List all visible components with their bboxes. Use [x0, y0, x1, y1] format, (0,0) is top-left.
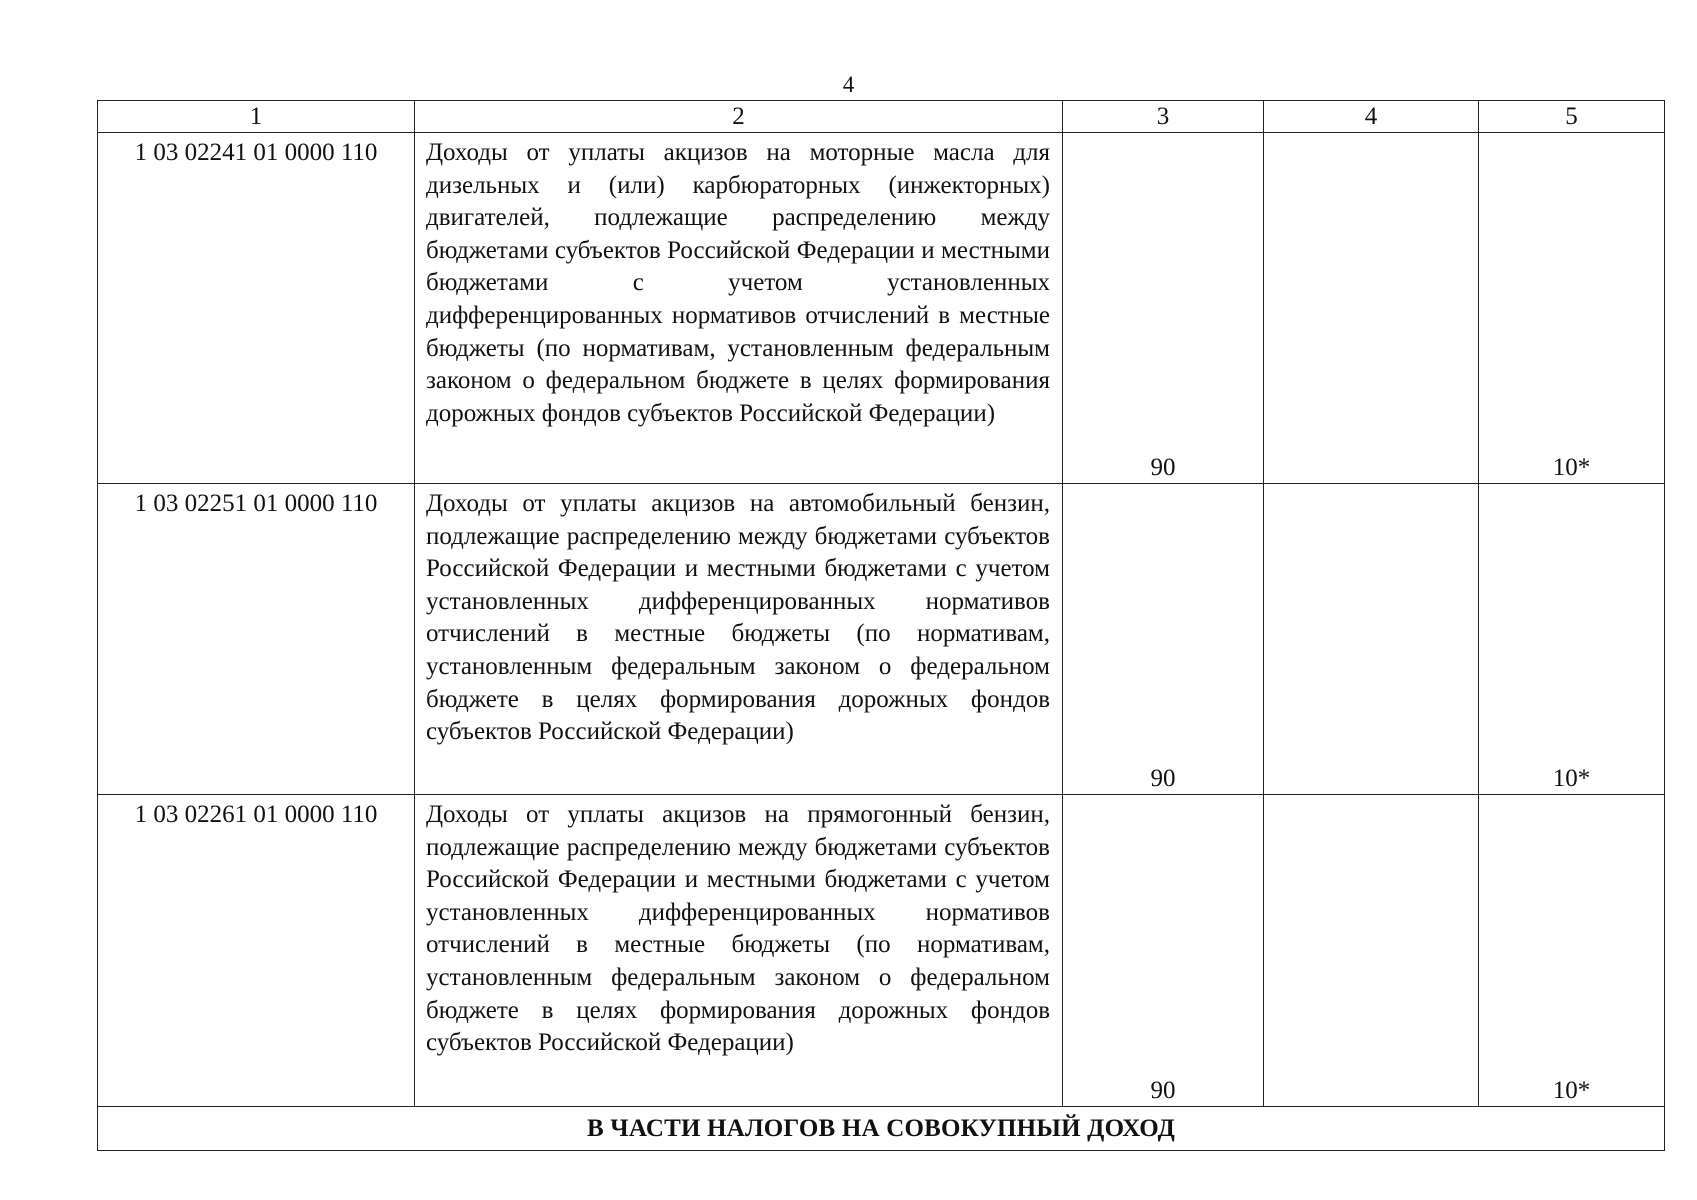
norm-value-col5: 10* [1479, 484, 1665, 795]
norm-value-col4 [1264, 484, 1479, 795]
column-number-row [98, 101, 1665, 133]
revenue-distribution-table [97, 100, 1665, 1151]
budget-classification-code: 1 03 02251 01 0000 110 [98, 484, 415, 795]
norm-value-col4 [1264, 133, 1479, 484]
table-row [98, 795, 1665, 1107]
column-number-5: 5 [1479, 101, 1665, 133]
section-heading-row [98, 1107, 1665, 1151]
table-row [98, 133, 1665, 484]
column-number-1: 1 [98, 101, 415, 133]
norm-value-col3: 90 [1063, 484, 1264, 795]
revenue-description: Доходы от уплаты акцизов на моторные масла для дизельных и (или) карбюраторных (инжекторных) двигателей, подлежащие распределению между бюджетами субъектов Российской Федерации и местными бюджетами с учетом установленных дифференцированных нормативов отчислений в местные бюджеты (по нормативам, установленным федеральным законом о федеральном бюджете в целях формирования дорожных фондов субъектов Российской Федерации) [415, 133, 1063, 484]
norm-value-col5: 10* [1479, 795, 1665, 1107]
revenue-description: Доходы от уплаты акцизов на автомобильный бензин, подлежащие распределению между бюджетами субъектов Российской Федерации и местными бюджетами с учетом установленных дифференцированных нормативов отчислений в местные бюджеты (по нормативам, установленным федеральным законом о федеральном бюджете в целях формирования дорожных фондов субъектов Российской Федерации) [415, 484, 1063, 795]
table-row [98, 484, 1665, 795]
norm-value-col5: 10* [1479, 133, 1665, 484]
page-number: 4 [842, 72, 855, 97]
norm-value-col4 [1264, 795, 1479, 1107]
budget-classification-code: 1 03 02261 01 0000 110 [98, 795, 415, 1107]
norm-value-col3: 90 [1063, 133, 1264, 484]
revenue-description: Доходы от уплаты акцизов на прямогонный бензин, подлежащие распределению между бюджетами субъектов Российской Федерации и местными бюджетами с учетом установленных дифференцированных нормативов отчислений в местные бюджеты (по нормативам, установленным федеральным законом о федеральном бюджете в целях формирования дорожных фондов субъектов Российской Федерации) [415, 795, 1063, 1107]
column-number-2: 2 [415, 101, 1063, 133]
column-number-3: 3 [1063, 101, 1264, 133]
norm-value-col3: 90 [1063, 795, 1264, 1107]
section-heading: В ЧАСТИ НАЛОГОВ НА СОВОКУПНЫЙ ДОХОД [98, 1107, 1665, 1151]
budget-classification-code: 1 03 02241 01 0000 110 [98, 133, 415, 484]
column-number-4: 4 [1264, 101, 1479, 133]
